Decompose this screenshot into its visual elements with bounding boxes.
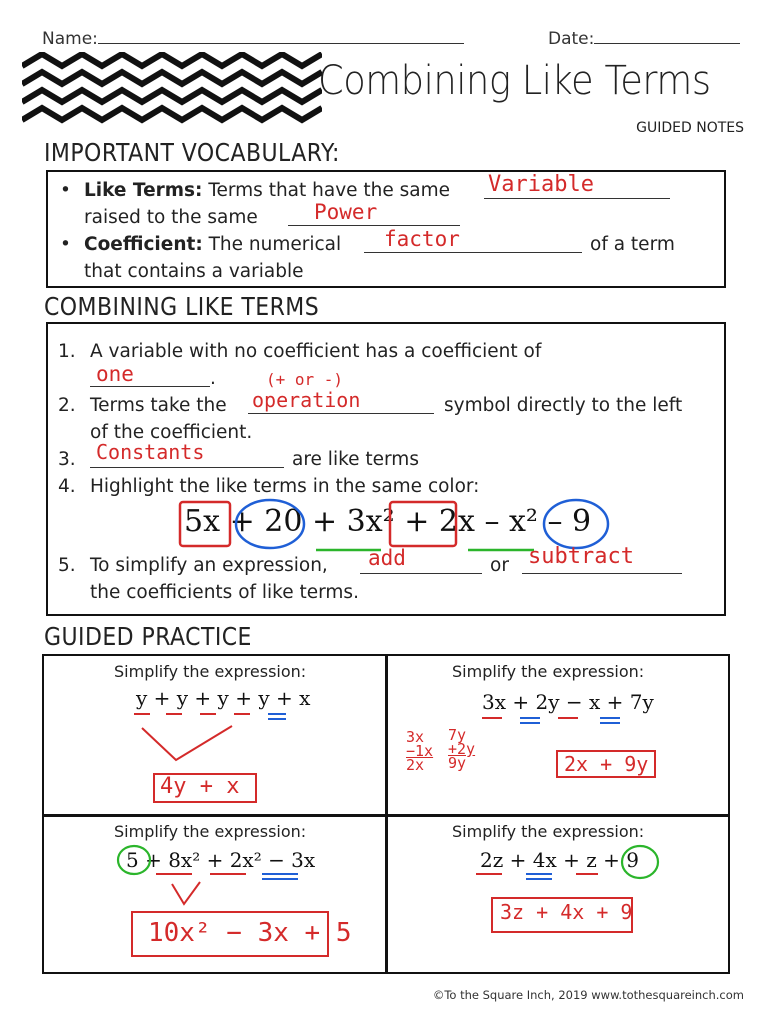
- item2-answer: operation: [252, 388, 361, 412]
- term-neg-9: – 9: [547, 504, 592, 539]
- item4-num: 4.: [58, 476, 76, 497]
- date-label: Date:: [548, 29, 595, 49]
- cell3-answer: 10x² − 3x + 5: [148, 918, 352, 948]
- name-blank[interactable]: [98, 28, 464, 44]
- blue-circle-20: [236, 500, 304, 548]
- vocab-heading: IMPORTANT VOCABULARY:: [44, 138, 340, 167]
- practice-heading: GUIDED PRACTICE: [44, 622, 252, 651]
- cell2-work-y: 7y +2y 9y: [448, 726, 476, 772]
- like-terms-text: Terms that have the same: [208, 180, 451, 201]
- coef-text: The numerical: [208, 234, 342, 255]
- item2-blank[interactable]: [248, 413, 434, 414]
- item5-blank-1[interactable]: [360, 573, 482, 574]
- item1-text: A variable with no coefficient has a coefficient of: [90, 341, 542, 362]
- blue-circle-9: [544, 500, 608, 548]
- cell1-title: Simplify the expression:: [114, 662, 307, 681]
- raised-blank[interactable]: [288, 225, 460, 226]
- item3-after: are like terms: [292, 449, 419, 470]
- vocab-box: [46, 170, 726, 288]
- term-20: + 20: [229, 504, 303, 539]
- coef-answer: factor: [384, 227, 460, 251]
- coef-line: [84, 231, 341, 258]
- item5-num: 5.: [58, 555, 76, 576]
- item2-note: (+ or -): [266, 370, 344, 389]
- page-title: Combining Like Terms: [318, 58, 711, 104]
- item1-answer: one: [96, 362, 134, 386]
- coef-term: Coefficient:: [84, 234, 203, 255]
- cell2-work-x: 3x −1x 2x: [406, 728, 434, 774]
- cell4-title: Simplify the expression:: [452, 822, 645, 841]
- cell4-answer: 3z + 4x + 9: [500, 900, 633, 924]
- zigzag-decoration: [22, 52, 322, 124]
- term-neg-x2: – x²: [484, 504, 538, 539]
- grid-horizontal-divider: [44, 814, 728, 817]
- item1-blank[interactable]: [90, 386, 210, 387]
- cell2-underlines: [476, 714, 656, 730]
- like-terms-answer: Variable: [488, 172, 594, 197]
- raised-text: raised to the same: [84, 207, 258, 228]
- name-field: [42, 28, 464, 49]
- item2-after: symbol directly to the left: [444, 395, 683, 416]
- item2-num: 2.: [58, 395, 76, 416]
- item2-text: Terms take the: [90, 395, 227, 416]
- page-subtitle: GUIDED NOTES: [636, 120, 744, 136]
- coef-after: of a term: [590, 234, 675, 255]
- item5-line2: the coefficients of like terms.: [90, 582, 359, 603]
- term-3x2: + 3x²: [311, 504, 395, 539]
- like-terms-blank[interactable]: [484, 198, 670, 199]
- cell1-answer: 4y + x: [160, 774, 240, 799]
- vocab-bullet-1: •: [60, 180, 71, 201]
- vocab-bullet-2: •: [60, 234, 71, 255]
- coef-line2: that contains a variable: [84, 261, 304, 282]
- cell3-title: Simplify the expression:: [114, 822, 307, 841]
- item5-or: or: [490, 555, 509, 576]
- item5-answer-1: add: [368, 546, 406, 570]
- date-blank[interactable]: [594, 28, 740, 44]
- item5-text: To simplify an expression,: [90, 555, 328, 576]
- cell4-expression: 2z + 4x + z + 9: [480, 848, 639, 872]
- cell2-title: Simplify the expression:: [452, 662, 645, 681]
- coef-blank[interactable]: [364, 252, 582, 253]
- clt-heading: COMBINING LIKE TERMS: [44, 292, 320, 321]
- item3-blank[interactable]: [90, 467, 284, 468]
- item1-num: 1.: [58, 341, 76, 362]
- footer-credit: ©To the Square Inch, 2019 www.tothesquareinch.com: [432, 988, 744, 1002]
- cell2-answer: 2x + 9y: [556, 750, 656, 778]
- term-2x: + 2x: [404, 504, 475, 539]
- like-terms-term: Like Terms:: [84, 180, 203, 201]
- raised-answer: Power: [314, 200, 378, 224]
- item3-num: 3.: [58, 449, 76, 470]
- like-terms-line: [84, 177, 450, 204]
- term-5x: 5x: [184, 504, 221, 539]
- item5-answer-2: subtract: [528, 544, 634, 569]
- cell1-expression: y + y + y + y + x: [136, 686, 311, 710]
- name-label: Name:: [42, 29, 98, 49]
- item4-text: Highlight the like terms in the same color:: [90, 476, 480, 497]
- date-field: [548, 28, 740, 49]
- cell3-marks: [112, 840, 372, 970]
- item2-line2: of the coefficient.: [90, 422, 253, 443]
- cell2-expression: 3x + 2y − x + 7y: [482, 690, 654, 714]
- cell3-expression: 5 + 8x² + 2x² − 3x: [126, 848, 316, 872]
- red-box-5x: [180, 502, 230, 546]
- item3-answer: Constants: [96, 440, 205, 464]
- practice-grid: [42, 654, 730, 974]
- item1-period: .: [210, 368, 216, 389]
- cell4-marks: [468, 840, 708, 940]
- item5-blank-2[interactable]: [522, 573, 682, 574]
- clt-box: [46, 322, 726, 616]
- red-box-2x: [390, 502, 456, 546]
